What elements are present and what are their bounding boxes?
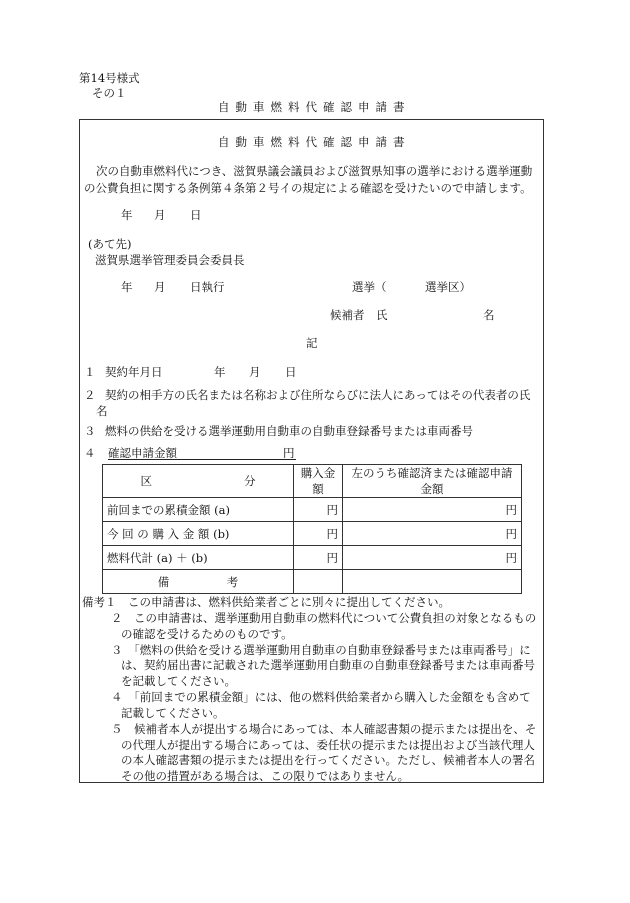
election-month: 月 [154,280,166,294]
amount-table [102,464,522,594]
table-row [103,498,522,522]
amount-underline [108,459,296,460]
item-1-num: １ [84,365,96,379]
addressee-label: (あて先) [88,237,132,251]
note-3-line-3: を記載してください。 [121,674,236,688]
item-4-label: 確認申請金額 [108,446,177,460]
intro-line-2: の公費負担に関する条例第４条第２号イの規定による確認を受けたいので申請します。 [84,181,532,195]
note-3-line-2: は、契約届出書に記載された選挙運動用自動車の自動車登録番号または車両番号 [121,658,535,672]
note-2-line-2: の確認を受けるためのものです。 [121,627,293,641]
row-confirmed-cell[interactable]: 円 [343,546,522,570]
header-confirmed: 左のうち確認済または確認申請金額 [343,465,522,498]
item-1-label: 契約年月日 [105,365,163,379]
election-year: 年 [121,280,133,294]
row-confirmed-cell[interactable] [343,570,522,594]
note-4-line-1: ４ 「前回までの累積金額」には、他の燃料供給業者から購入した金額をも含めて [111,690,531,704]
intro-line-1: 次の自動車燃料代につき、滋賀県議会議員および滋賀県知事の選挙における選挙運動 [96,164,533,178]
election-name: 選挙（ [352,280,387,294]
row-confirmed-cell[interactable]: 円 [343,498,522,522]
table-row [103,570,522,594]
date-month: 月 [154,208,166,222]
candidate-name-suffix: 名 [483,308,495,322]
item-2-num: ２ [84,388,96,402]
row-purchase-cell[interactable] [294,570,343,594]
note-3-line-1: ３ 「燃料の供給を受ける選挙運動用自動車の自動車登録番号または車両番号」に [111,643,531,657]
row-purchase-cell[interactable]: 円 [294,498,343,522]
item-2-line-2: 名 [96,404,108,418]
row-label: 前回までの累積金額 (a) [103,498,294,522]
note-4-line-2: 記載してください。 [121,706,225,720]
item-3-num: ３ [84,424,96,438]
inner-title: 自動車燃料代確認申請書 [218,135,411,149]
item-1-month: 月 [249,365,261,379]
note-2-line-1: ２ この申請書は、選挙運動用自動車の燃料代について公費負担の対象となるもの [111,611,537,625]
row-confirmed-cell[interactable]: 円 [343,522,522,546]
note-5-line-2: の代理人が提出する場合にあっては、委任状の提示または提出および当該代理人 [121,738,535,752]
item-4-num: ４ [84,446,96,460]
form-sub: その１ [92,86,127,100]
addressee: 滋賀県選挙管理委員会委員長 [95,253,245,267]
header-purchase: 購入金額 [294,465,343,498]
item-2-line-1: 契約の相手方の氏名または名称および住所ならびに法人にあってはその代表者の氏 [105,388,531,402]
table-header-row [103,465,522,498]
note-1: 備考１ この申請書は、燃料供給業者ごとに別々に提出してください。 [82,595,450,609]
table-row [103,522,522,546]
header-category: 区 分 [103,465,294,498]
date-year: 年 [121,208,133,222]
note-5-line-4: その他の措置がある場合は、この限りではありません。 [121,769,410,783]
row-label: 備 考 [103,570,294,594]
form-number: 第14号様式 [79,71,140,85]
outer-title: 自動車燃料代確認申請書 [218,100,411,114]
item-3-label: 燃料の供給を受ける選挙運動用自動車の自動車登録番号または車両番号 [105,424,473,438]
item-1-year: 年 [214,365,226,379]
table-row [103,546,522,570]
date-day: 日 [190,208,202,222]
note-5-line-3: の本人確認書類の提示または提出を行ってください。ただし、候補者本人の署名 [121,753,535,767]
row-purchase-cell[interactable]: 円 [294,546,343,570]
item-4-unit: 円 [283,446,295,460]
row-purchase-cell[interactable]: 円 [294,522,343,546]
election-district: 選挙区） [425,280,471,294]
election-day: 日執行 [190,280,225,294]
item-1-day: 日 [285,365,297,379]
ki-label: 記 [306,336,318,350]
row-label: 燃料代計 (a) ＋ (b) [103,546,294,570]
candidate-label: 候補者 氏 [330,308,388,322]
note-5-line-1: ５ 候補者本人が提出する場合にあっては、本人確認書類の提示または提出を、そ [111,722,537,736]
row-label: 今 回 の 購 入 金 額 (b) [103,522,294,546]
